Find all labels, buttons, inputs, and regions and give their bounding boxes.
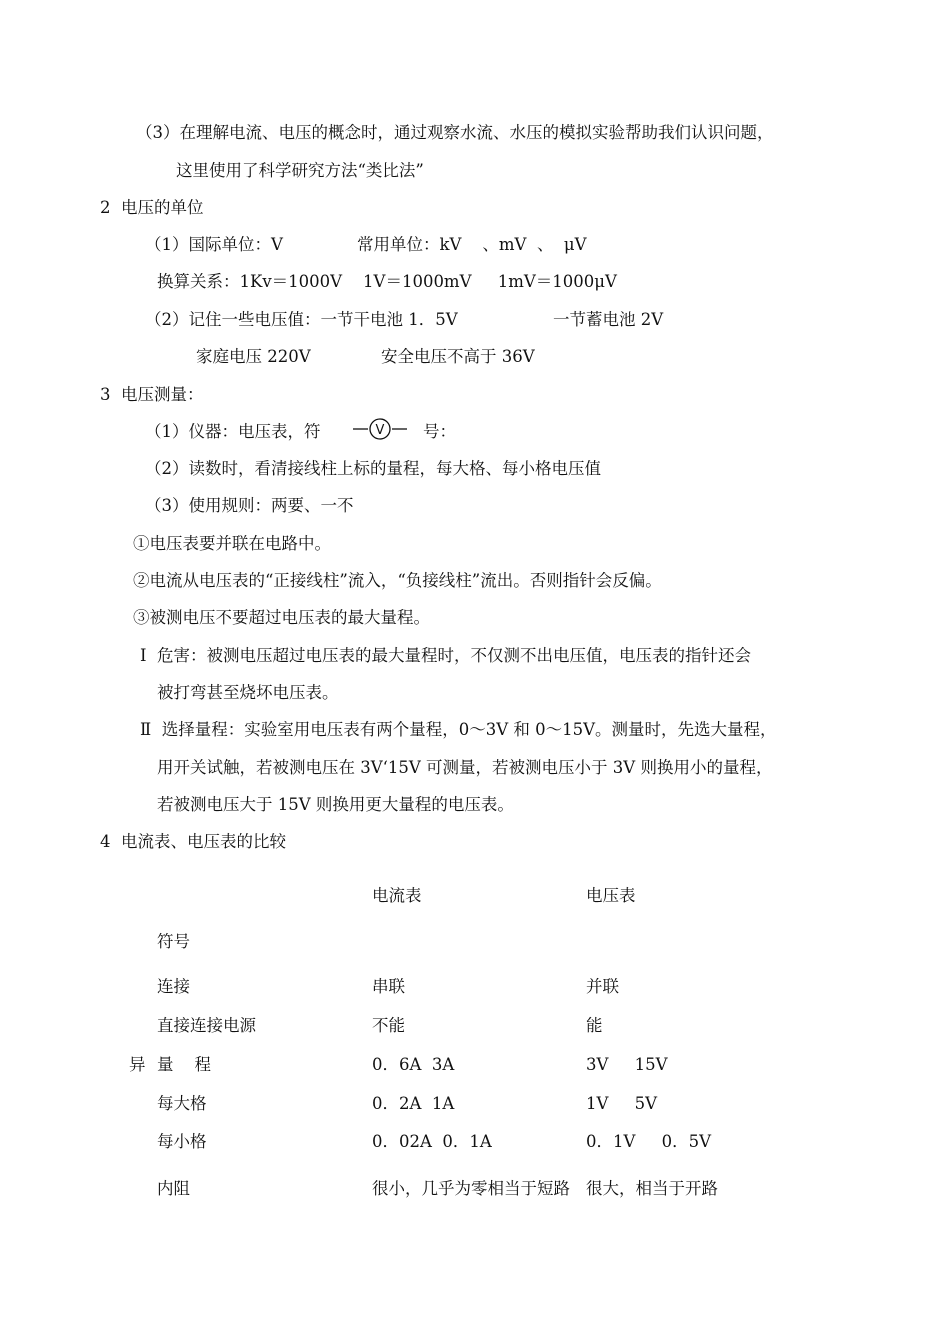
row-label: 内阻 xyxy=(157,1179,190,1198)
ammeter-value: 0．02A 0．1A xyxy=(372,1132,492,1151)
common-units: 常用单位：kV 、mV 、 μV xyxy=(357,235,587,254)
voltmeter-value: 1V 5V xyxy=(586,1094,658,1113)
voltmeter-value: 能 xyxy=(586,1016,603,1035)
instrument-prefix: （1）仪器：电压表，符 xyxy=(145,422,321,441)
voltmeter-value: 3V 15V xyxy=(586,1055,668,1074)
ammeter-value: 串联 xyxy=(372,977,405,996)
row-label: 连接 xyxy=(157,977,190,996)
usage-rules: （3）使用规则：两要、一不 xyxy=(145,496,354,515)
voltmeter-value: 0．1V 0．5V xyxy=(586,1132,712,1151)
voltmeter-symbol-icon xyxy=(353,418,407,440)
row-label: 直接连接电源 xyxy=(157,1016,256,1035)
rule-max-range: ③被测电压不要超过电压表的最大量程。 xyxy=(133,608,430,627)
difference-label: 异 xyxy=(129,1055,146,1074)
harm-line1: Ⅰ 危害：被测电压超过电压表的最大量程时，不仅测不出电压值，电压表的指针还会 xyxy=(140,646,752,665)
voltmeter-value: 并联 xyxy=(586,977,619,996)
household-voltage: 家庭电压 220V xyxy=(196,347,311,366)
harm-line2: 被打弯甚至烧坏电压表。 xyxy=(157,683,339,702)
col-header-voltmeter: 电压表 xyxy=(586,886,636,905)
rule-polarity: ②电流从电压表的“正接线柱”流入，“负接线柱”流出。否则指针会反偏。 xyxy=(133,571,662,590)
ammeter-value: 0．2A 1A xyxy=(372,1094,455,1113)
ammeter-value: 很小，几乎为零相当于短路 xyxy=(372,1179,570,1198)
ammeter-value: 不能 xyxy=(372,1016,405,1035)
select-range-line1: Ⅱ 选择量程：实验室用电压表有两个量程，0～3V 和 0～15V。测量时，先选大量程， xyxy=(140,720,777,739)
row-label: 每大格 xyxy=(157,1094,207,1113)
voltmeter-symbol-letter: V xyxy=(375,423,385,438)
row-label: 每小格 xyxy=(157,1132,207,1151)
international-unit: （1）国际单位：V xyxy=(145,235,283,254)
ammeter-value: 0．6A 3A xyxy=(372,1055,455,1074)
safe-voltage: 安全电压不高于 36V xyxy=(381,347,535,366)
rule-parallel: ①电压表要并联在电路中。 xyxy=(133,534,331,553)
select-range-line2: 用开关试触，若被测电压在 3V‘15V 可测量，若被测电压小于 3V 则换用小的量程， xyxy=(157,758,773,777)
select-range-line3: 若被测电压大于 15V 则换用更大量程的电压表。 xyxy=(157,795,514,814)
voltage-measure-heading: 3 电压测量： xyxy=(100,385,204,404)
row-label: 符号 xyxy=(157,932,190,951)
voltage-unit-heading: 2 电压的单位 xyxy=(100,198,204,217)
storage-battery-voltage: 一节蓄电池 2V xyxy=(553,310,664,329)
voltmeter-value: 很大，相当于开路 xyxy=(586,1179,718,1198)
comparison-heading: 4 电流表、电压表的比较 xyxy=(100,832,286,851)
remember-voltages: （2）记住一些电压值：一节干电池 1．5V xyxy=(145,310,458,329)
analogy-paragraph-line1: （3）在理解电流、电压的概念时，通过观察水流、水压的模拟实验帮助我们认识问题， xyxy=(136,123,774,142)
col-header-ammeter: 电流表 xyxy=(372,886,422,905)
instrument-suffix: 号： xyxy=(423,422,456,441)
analogy-paragraph-line2: 这里使用了科学研究方法“类比法” xyxy=(176,161,424,180)
reading-instruction: （2）读数时，看清接线柱上标的量程，每大格、每小格电压值 xyxy=(145,459,601,478)
row-label: 量 程 xyxy=(157,1055,211,1074)
unit-conversion: 换算关系：1Kv＝1000V 1V＝1000mV 1mV＝1000μV xyxy=(157,272,617,291)
